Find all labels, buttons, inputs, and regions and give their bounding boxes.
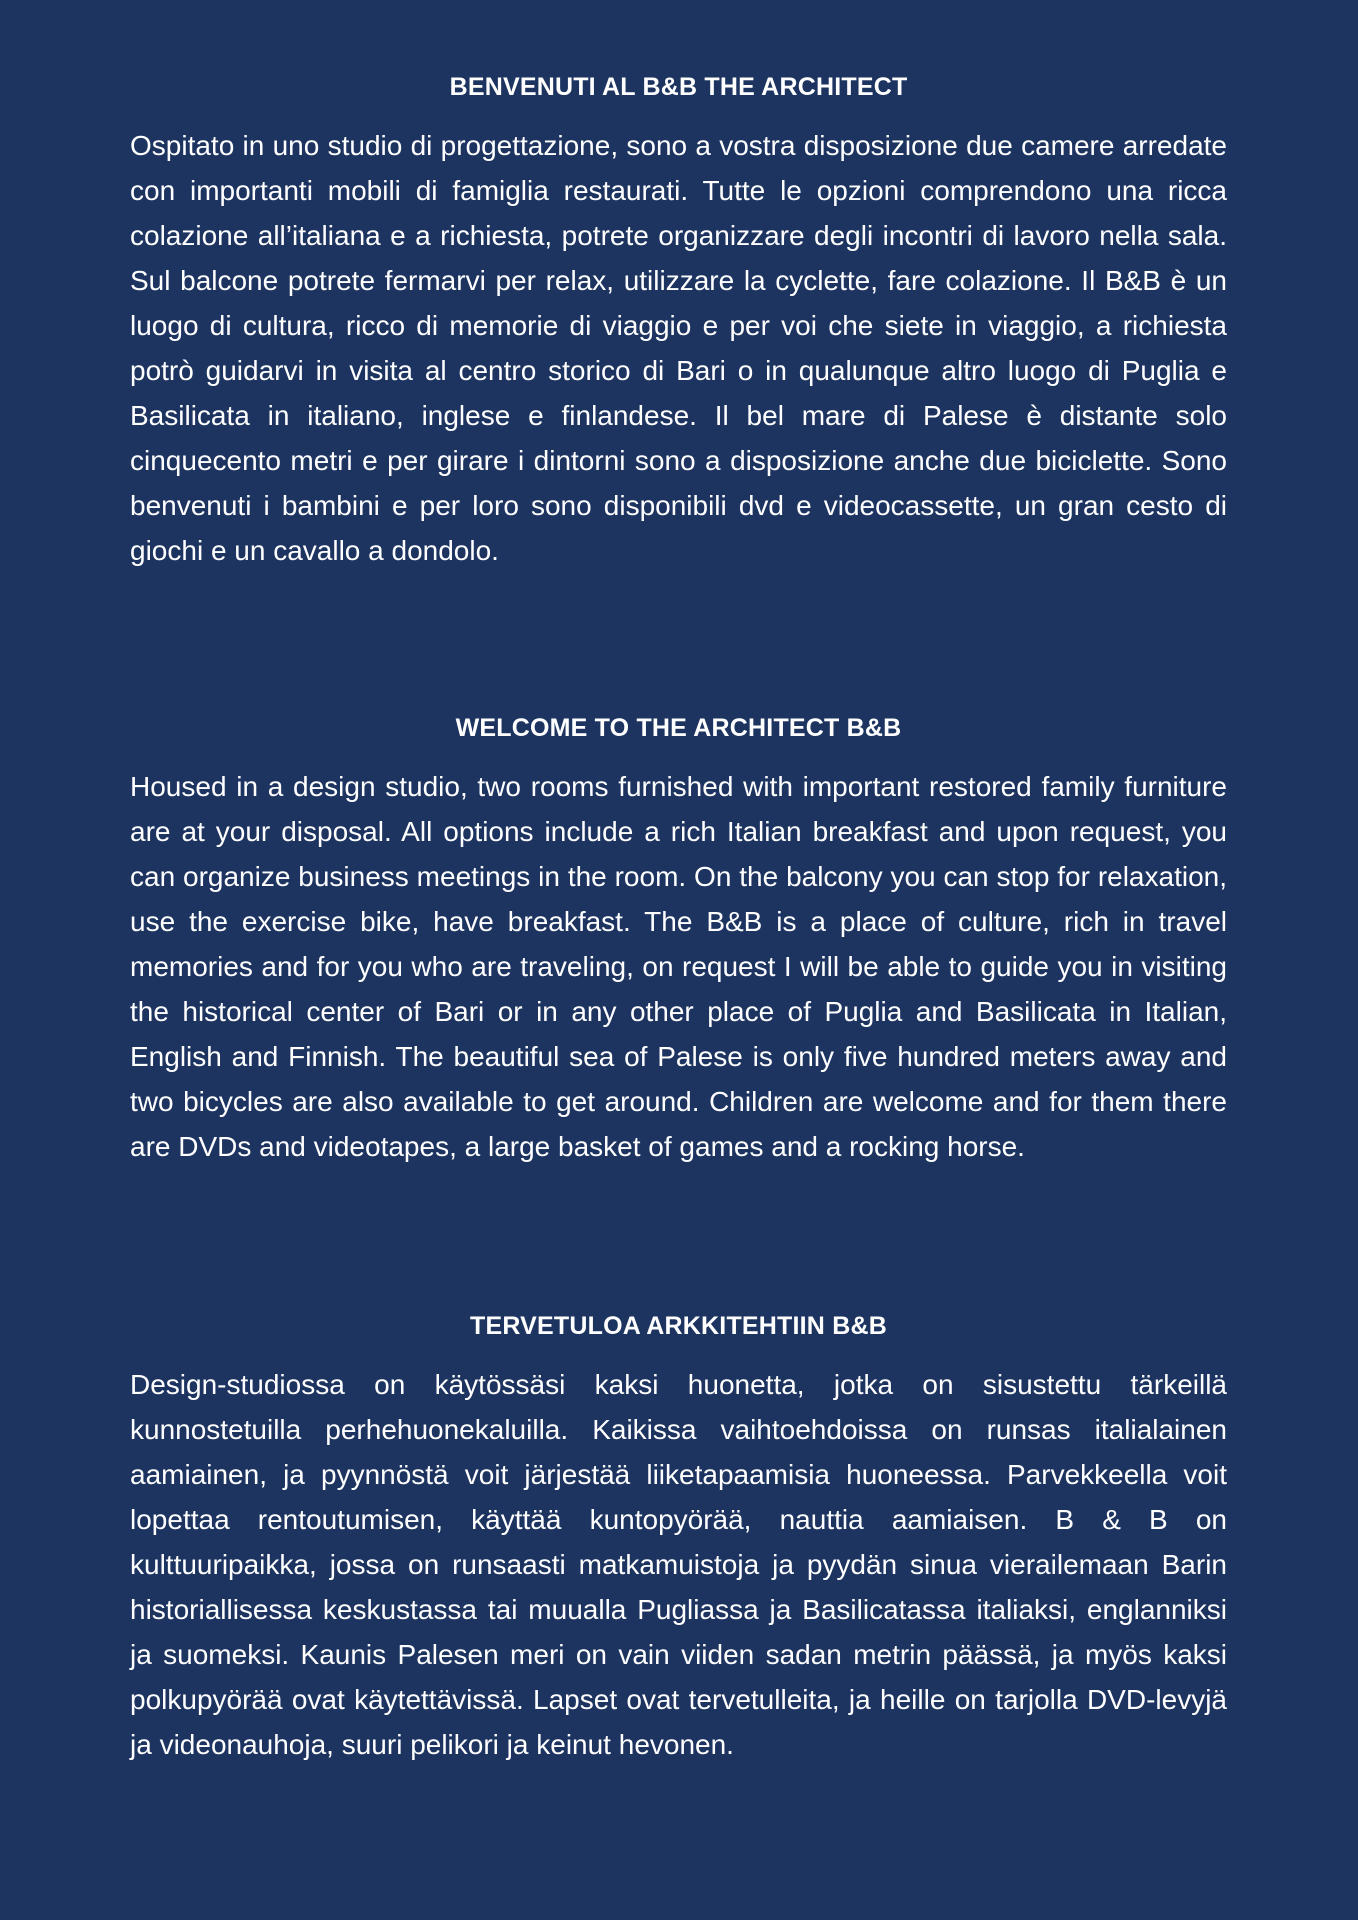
finnish-section [130,1311,1227,1767]
english-heading: WELCOME TO THE ARCHITECT B&B [455,714,902,742]
italian-paragraph: Ospitato in uno studio di progettazione, sono a vostra disposizione due camere arredate con importanti mobili di famiglia restaurati. Tutte le opzioni comprendono una ricca colazione all’italiana e a richiesta, potrete organizzare degli incontri di lavoro nella sala. Sul balcone potrete fermarvi per relax, utilizzare la cyclette, fare colazione. Il B&B è un luogo di cultura, ricco di memorie di viaggio e per voi che siete in viaggio, a richiesta potrò guidarvi in visita al centro storico di Bari o in qualunque altro luogo di Puglia e Basilicata in italiano, inglese e finlandese. Il bel mare di Palese è distante solo cinquecento metri e per girare i dintorni sono a disposizione anche due biciclette. Sono benvenuti i bambini e per loro sono disponibili dvd e videocassette, un gran cesto di giochi e un cavallo a dondolo. [130,130,1227,566]
finnish-heading: TERVETULOA ARKKITEHTIIN B&B [470,1312,887,1340]
finnish-paragraph: Design-studiossa on käytössäsi kaksi huonetta, jotka on sisustettu tärkeillä kunnostetuilla perhehuonekaluilla. Kaikissa vaihtoehdoissa on runsas italialainen aamiainen, ja pyynnöstä voit järjestää liiketapaamisia huoneessa. Parvekkeella voit lopettaa rentoutumisen, käyttää kuntopyörää, nauttia aamiaisen. B & B on kulttuuripaikka, jossa on runsaasti matkamuistoja ja pyydän sinua vierailemaan Barin historiallisessa keskustassa tai muualla Pugliassa ja Basilicatassa italiaksi, englanniksi ja suomeksi. Kaunis Palesen meri on vain viiden sadan metrin päässä, ja myös kaksi polkupyörää ovat käytettävissä. Lapset ovat tervetulleita, ja heille on tarjolla DVD-levyjä ja videonauhoja, suuri pelikori ja keinut hevonen. [130,1369,1227,1760]
english-paragraph: Housed in a design studio, two rooms furnished with important restored family furniture are at your disposal. All options include a rich Italian breakfast and upon request, you can organize business meetings in the room. On the balcony you can stop for relaxation, use the exercise bike, have breakfast. The B&B is a place of culture, rich in travel memories and for you who are traveling, on request I will be able to guide you in visiting the historical center of Bari or in any other place of Puglia and Basilicata in Italian, English and Finnish. The beautiful sea of Palese is only five hundred meters away and two bicycles are also available to get around. Children are welcome and for them there are DVDs and videotapes, a large basket of games and a rocking horse. [130,771,1227,1162]
italian-heading: BENVENUTI AL B&B THE ARCHITECT [449,73,908,101]
italian-section [130,72,1227,573]
english-section [130,713,1227,1169]
